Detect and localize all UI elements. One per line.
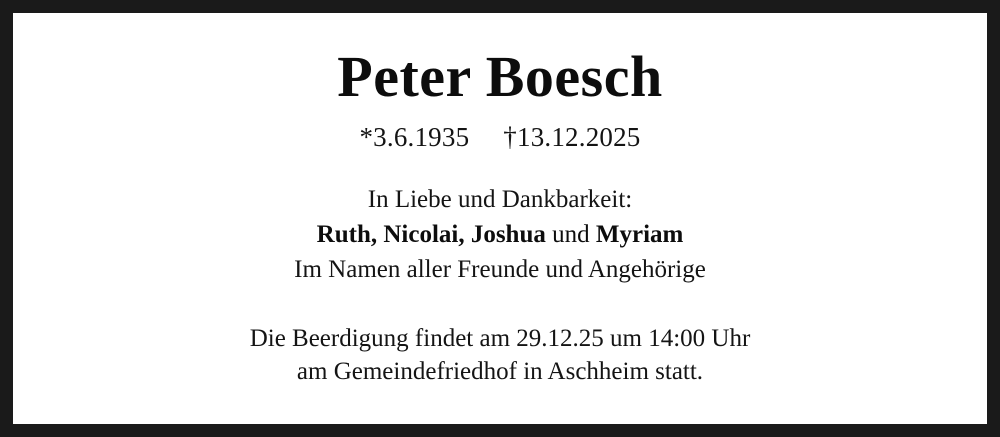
life-dates (359, 122, 640, 153)
death-date: †13.12.2025 (503, 121, 641, 152)
deceased-name: Peter Boesch (337, 44, 663, 109)
family-names-conjunction: und (545, 220, 596, 248)
funeral-line-1: Die Beerdigung findet am 29.12.25 um 14:00 Uhr (249, 324, 751, 352)
dedication-text: In Liebe und Dankbarkeit: (367, 185, 633, 213)
family-names-secondary: Myriam (595, 220, 684, 248)
family-names (294, 218, 706, 251)
family-names-primary: Ruth, Nicolai, Joshua (316, 220, 546, 248)
obituary-content (13, 13, 987, 424)
behalf-text: Im Namen aller Freunde und Angehörige (294, 255, 706, 283)
funeral-line-2: am Gemeindefriedhof in Aschheim statt. (296, 358, 704, 386)
birth-date: *3.6.1935 (359, 121, 470, 152)
dedication-block (294, 183, 706, 286)
funeral-details-block (250, 322, 751, 389)
